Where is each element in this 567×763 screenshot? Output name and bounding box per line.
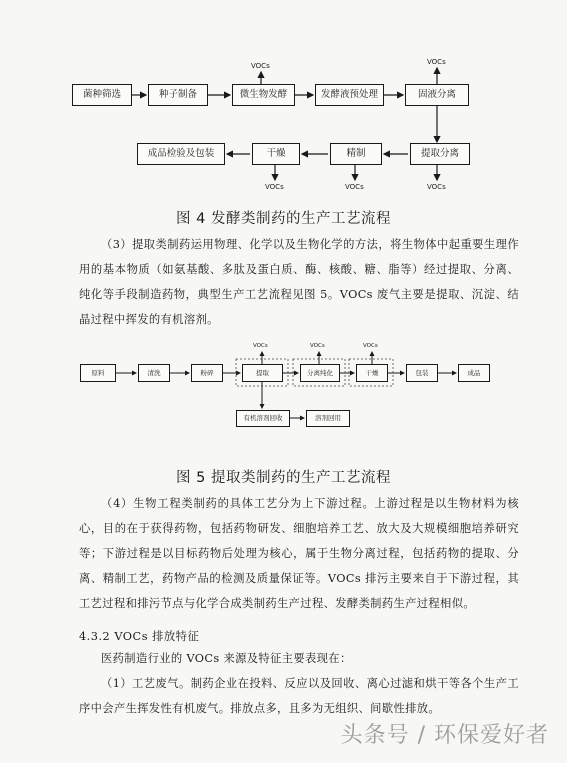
fig4-step-drying: 干燥 <box>252 143 300 165</box>
paragraph-5: 医药制造行业的 VOCs 来源及特征主要表现在： <box>101 652 352 665</box>
fig4-step-seed-prep: 种子制备 <box>148 84 208 106</box>
fig5-step-raw-material: 原料 <box>80 364 116 382</box>
fig4-vocs-label: VOCs <box>251 62 270 70</box>
fig5-step-packaging: 包装 <box>406 364 438 382</box>
figure-5-caption: 图 5 提取类制药的生产工艺流程 <box>176 470 391 486</box>
paragraph-6: （1）工艺废气。制药企业在投料、反应以及回收、离心过滤和烘干等各个生产工序中会产生挥发性有机废气。排放点多，且多为无组织、间歇性排放。 <box>79 677 519 715</box>
section-heading: 4.3.2 VOCs 排放特征 <box>79 630 200 643</box>
fig4-step-extraction-separation: 提取分离 <box>410 143 470 165</box>
fig5-step-extraction: 提取 <box>242 364 283 382</box>
fig4-step-pretreatment: 发酵液预处理 <box>315 84 384 106</box>
fig4-vocs-label: VOCs <box>345 183 364 191</box>
fig4-step-strain-screening: 菌种筛选 <box>72 84 132 106</box>
fig4-vocs-label: VOCs <box>427 183 446 191</box>
fig5-step-solvent-recovery: 有机溶剂回收 <box>236 410 290 427</box>
watermark: 头条号 / 环保爱好者 <box>340 723 549 748</box>
paragraph-3: （3）提取类制药运用物理、化学以及生物化学的方法，将生物体中起重要生理作用的基本物质（如氨基酸、多肽及蛋白质、酶、核酸、糖、脂等）经过提取、分离、纯化等手段制造药物，典型生产工艺流程见图 5。VOCs 废气主要是提取、沉淀、结晶过程中挥发的有机溶剂。 <box>79 238 519 326</box>
fig4-vocs-label: VOCs <box>427 58 446 66</box>
fig4-step-fermentation: 微生物发酵 <box>232 84 295 106</box>
fig5-vocs-label: VOCs <box>253 343 268 349</box>
paragraph-4: （4）生物工程类制药的具体工艺分为上下游过程。上游过程是以生物材料为核心，目的在于获得药物，包括药物研发、细胞培养工艺、放大及大规模细胞培养研究等；下游过程是以目标药物后处理为核心，属于生物分离过程，包括药物的提取、分离、精制工艺，药物产品的检测及质量保证等。VOCs 排污主要来自于下游过程，其工艺过程和排污节点与化学合成类制药生产过程、发酵类制药生产过程相似。 <box>79 497 519 610</box>
fig4-step-refining: 精制 <box>330 143 382 165</box>
fig5-vocs-label: VOCs <box>310 343 325 349</box>
fig5-step-product: 成品 <box>458 364 490 382</box>
fig5-step-drying: 干燥 <box>356 364 388 382</box>
fig5-vocs-label: VOCs <box>363 343 378 349</box>
figure-4-caption: 图 4 发酵类制药的生产工艺流程 <box>176 211 391 227</box>
fig4-step-inspection-packaging: 成品检验及包装 <box>137 143 225 165</box>
fig4-step-solid-liquid-separation: 固液分离 <box>405 84 469 106</box>
fig5-step-solvent-reuse: 溶剂回用 <box>306 410 350 427</box>
fig5-step-crushing: 粉碎 <box>191 364 223 382</box>
fig4-vocs-label: VOCs <box>265 183 284 191</box>
fig5-step-purification: 分离纯化 <box>300 364 340 382</box>
fig5-step-washing: 清洗 <box>138 364 170 382</box>
